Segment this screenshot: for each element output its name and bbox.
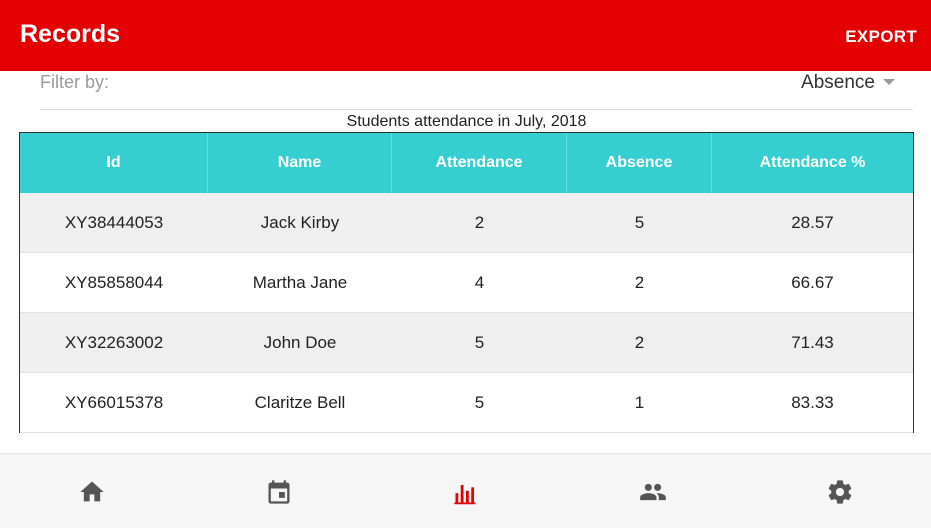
column-header-id[interactable]: Id	[20, 133, 208, 193]
column-header-absence[interactable]: Absence	[567, 133, 712, 193]
cell-attendance-percent: 83.33	[791, 392, 834, 412]
bottom-navigation	[0, 453, 931, 528]
cell-attendance: 4	[474, 272, 485, 292]
table-header	[20, 133, 913, 193]
cell-absence: 2	[634, 272, 645, 292]
cell-id: XY38444053	[64, 212, 164, 232]
cell-absence: 2	[634, 332, 645, 352]
cell-attendance-percent: 71.43	[791, 332, 834, 352]
people-icon	[639, 478, 667, 506]
cell-absence: 1	[634, 392, 645, 412]
cell-id: XY66015378	[64, 392, 164, 412]
table-row[interactable]	[20, 193, 913, 253]
page-title: Records	[20, 20, 121, 48]
bar-chart-icon	[452, 478, 480, 506]
table-row[interactable]	[20, 373, 913, 433]
cell-id: XY32263002	[64, 332, 164, 352]
table-row[interactable]	[20, 253, 913, 313]
column-header-name[interactable]: Name	[208, 133, 392, 193]
column-header-attendance[interactable]: Attendance	[392, 133, 567, 193]
home-icon	[78, 478, 106, 506]
cell-name: John Doe	[263, 332, 337, 352]
app-bar	[0, 0, 931, 71]
dropdown-arrow-icon[interactable]	[883, 79, 895, 85]
nav-home[interactable]	[62, 454, 122, 529]
nav-settings[interactable]	[810, 454, 870, 529]
cell-name: Jack Kirby	[260, 212, 340, 232]
cell-name: Claritze Bell	[254, 392, 346, 412]
table-caption: Students attendance in July, 2018	[346, 113, 587, 130]
export-button[interactable]: EXPORT	[845, 27, 917, 46]
cell-attendance: 2	[474, 212, 485, 232]
filter-label: Filter by:	[40, 72, 110, 92]
cell-id: XY85858044	[64, 272, 164, 292]
cell-name: Martha Jane	[252, 272, 348, 292]
settings-icon	[826, 478, 854, 506]
filter-selected-value: Absence	[801, 72, 875, 93]
attendance-table	[19, 132, 914, 433]
cell-attendance-percent: 28.57	[791, 212, 834, 232]
filter-dropdown[interactable]	[801, 72, 895, 94]
calendar-icon	[265, 478, 293, 506]
nav-people[interactable]	[623, 454, 683, 529]
table-row[interactable]	[20, 313, 913, 373]
cell-attendance: 5	[474, 392, 485, 412]
column-header-attendance-percent[interactable]: Attendance %	[759, 154, 866, 171]
cell-absence: 5	[634, 212, 645, 232]
nav-calendar[interactable]	[249, 454, 309, 529]
nav-statistics[interactable]	[436, 454, 496, 529]
content-area	[0, 71, 931, 453]
filter-underline	[40, 109, 913, 110]
cell-attendance: 5	[474, 332, 485, 352]
cell-attendance-percent: 66.67	[791, 272, 834, 292]
